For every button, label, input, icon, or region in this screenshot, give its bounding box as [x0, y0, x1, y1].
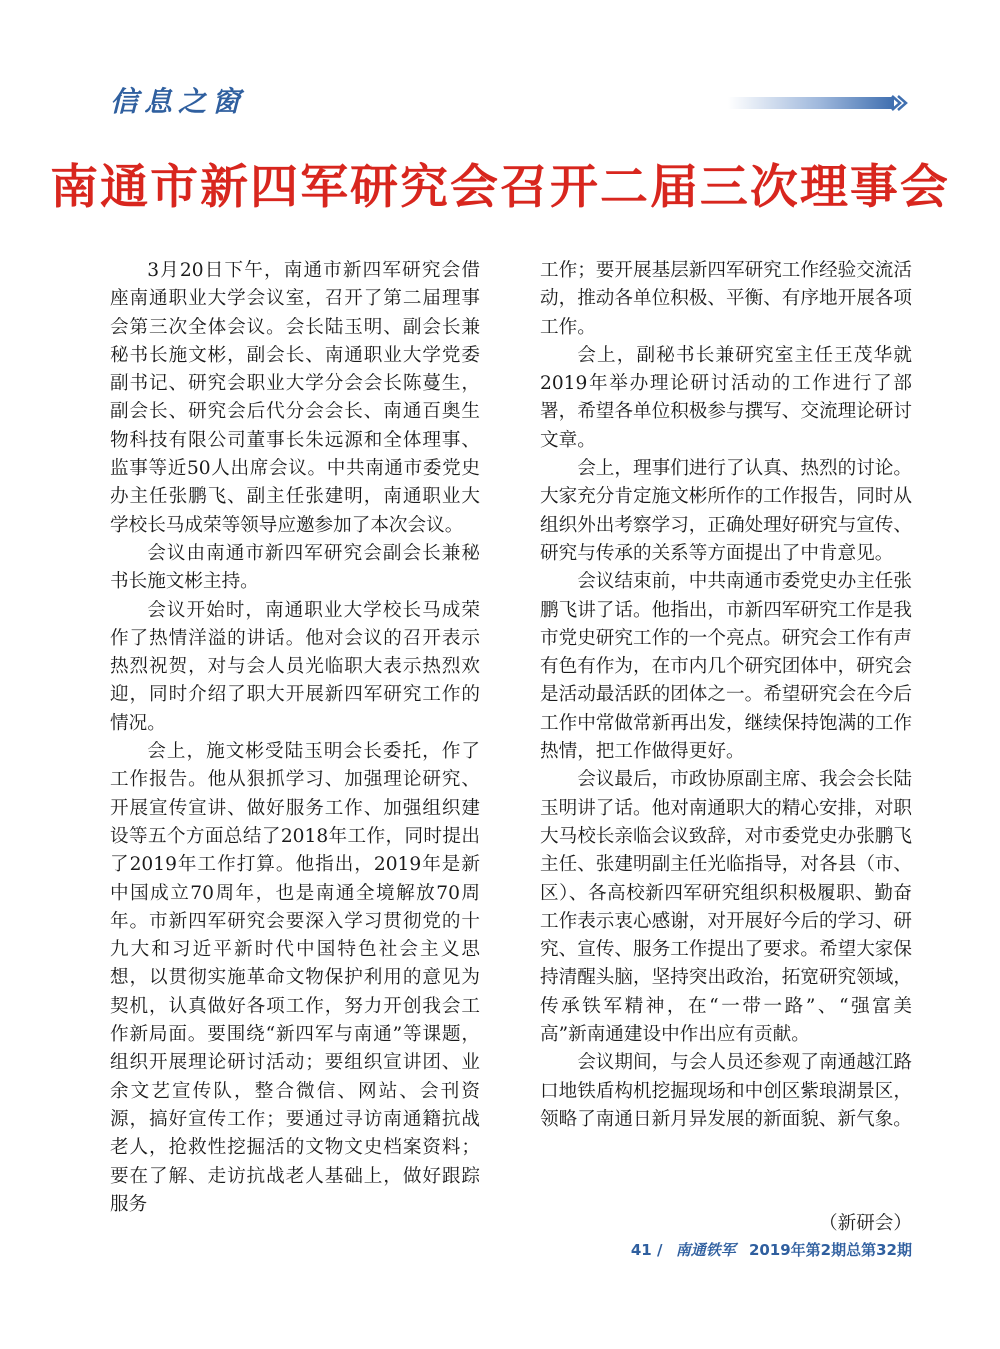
magazine-name: 南通铁军 [675, 1241, 736, 1259]
article-paragraph: 会议结束前，中共南通市委党史办主任张鹏飞讲了话。他指出，市新四军研究工作是我市党史研究工作的一个亮点。研究会工作有声有色有作为，在市内几个研究团体中，研究会是活动最活跃的团体之一。希望研究会在今后工作中常做常新再出发，继续保持饱满的工作热情，把工作做得更好。 [540, 571, 912, 763]
article-paragraph: 会议由南通市新四军研究会副会长兼秘书长施文彬主持。 [110, 542, 480, 593]
article-paragraph: 会上，施文彬受陆玉明会长委托，作了工作报告。他从狠抓学习、加强理论研究、开展宣传宣讲、做好服务工作、加强组织建设等五个方面总结了2018年工作，同时提出了2019年工作打算。他指出，2019年是新中国成立70周年，也是南通全境解放70周年。市新四军研究会要深入学习贯彻党的十九大和习近平新时代中国特色社会主义思想，以贯彻实施革命文物保护利用的意见为契机，认真做好各项工作，努力开创我会工作新局面。要围绕“新四军与南通”等课题，组织开展理论研讨活动；要组织宣讲团、业余文艺宣传队，整合微信、网站、会刊资源，搞好宣传工作；要通过寻访南通籍抗战老人，抢救性挖掘活的文物文史档案资料；要在了解、走访抗战老人基础上，做好跟踪服务 [110, 741, 480, 1215]
page-number: 41 [630, 1241, 652, 1259]
page-footer [540, 1239, 912, 1260]
section-label: 信息之窗 [110, 85, 247, 118]
article-column-left [110, 257, 480, 1219]
article-paragraph: 会议开始时，南通职业大学校长马成荣作了热情洋溢的讲话。他对会议的召开表示热烈祝贺，对与会人员光临职大表示热烈欢迎，同时介绍了职大开展新四军研究工作的情况。 [110, 599, 480, 734]
article-paragraph: 3月20日下午，南通市新四军研究会借座南通职业大学会议室，召开了第二届理事会第三次全体会议。会长陆玉明、副会长兼秘书长施文彬，副会长、南通职业大学党委副书记、研究会职业大学分会会长陈蔓生，副会长、研究会后代分会会长、南通百奥生物科技有限公司董事长朱远源和全体理事、监事等近50人出席会议。中共南通市委党史办主任张鹏飞、副主任张建明，南通职业大学校长马成荣等领导应邀参加了本次会议。 [110, 260, 480, 536]
article-column-right [540, 257, 912, 1134]
article-paragraph: 会上，副秘书长兼研究室主任王茂华就2019年举办理论研讨活动的工作进行了部署，希望各单位积极参与撰写、交流理论研讨文章。 [540, 344, 912, 451]
article-paragraph-continued: 工作；要开展基层新四军研究工作经验交流活动，推动各单位积极、平衡、有序地开展各项工作。 [540, 260, 912, 338]
header-decoration-bar [728, 94, 908, 112]
article-paragraph: 会议最后，市政协原副主席、我会会长陆玉明讲了话。他对南通职大的精心安排，对职大马校长亲临会议致辞，对市委党史办张鹏飞主任、张建明副主任光临指导，对各县（市、区）、各高校新四军研究组织积极履职、勤奋工作表示衷心感谢，对开展好今后的学习、研究、宣传、服务工作提出了要求。希望大家保持清醒头脑，坚持突出政治，拓宽研究领域，传承铁军精神，在“一带一路”、“强富美高”新南通建设中作出应有贡献。 [540, 769, 912, 1046]
article-source: （新研会） [819, 1213, 912, 1234]
article-title: 南通市新四军研究会召开二届三次理事会 [50, 160, 950, 215]
article-paragraph: 会议期间，与会人员还参观了南通越江路口地铁盾构机挖掘现场和中创区紫琅湖景区，领略了南通日新月异发展的新面貌、新气象。 [540, 1052, 912, 1130]
footer-separator: / [656, 1241, 663, 1259]
article-paragraph: 会上，理事们进行了认真、热烈的讨论。大家充分肯定施文彬所作的工作报告，同时从组织外出考察学习，正确处理好研究与宣传、研究与传承的关系等方面提出了中肯意见。 [540, 458, 912, 564]
issue-info: 2019年第2期总第32期 [748, 1241, 912, 1259]
